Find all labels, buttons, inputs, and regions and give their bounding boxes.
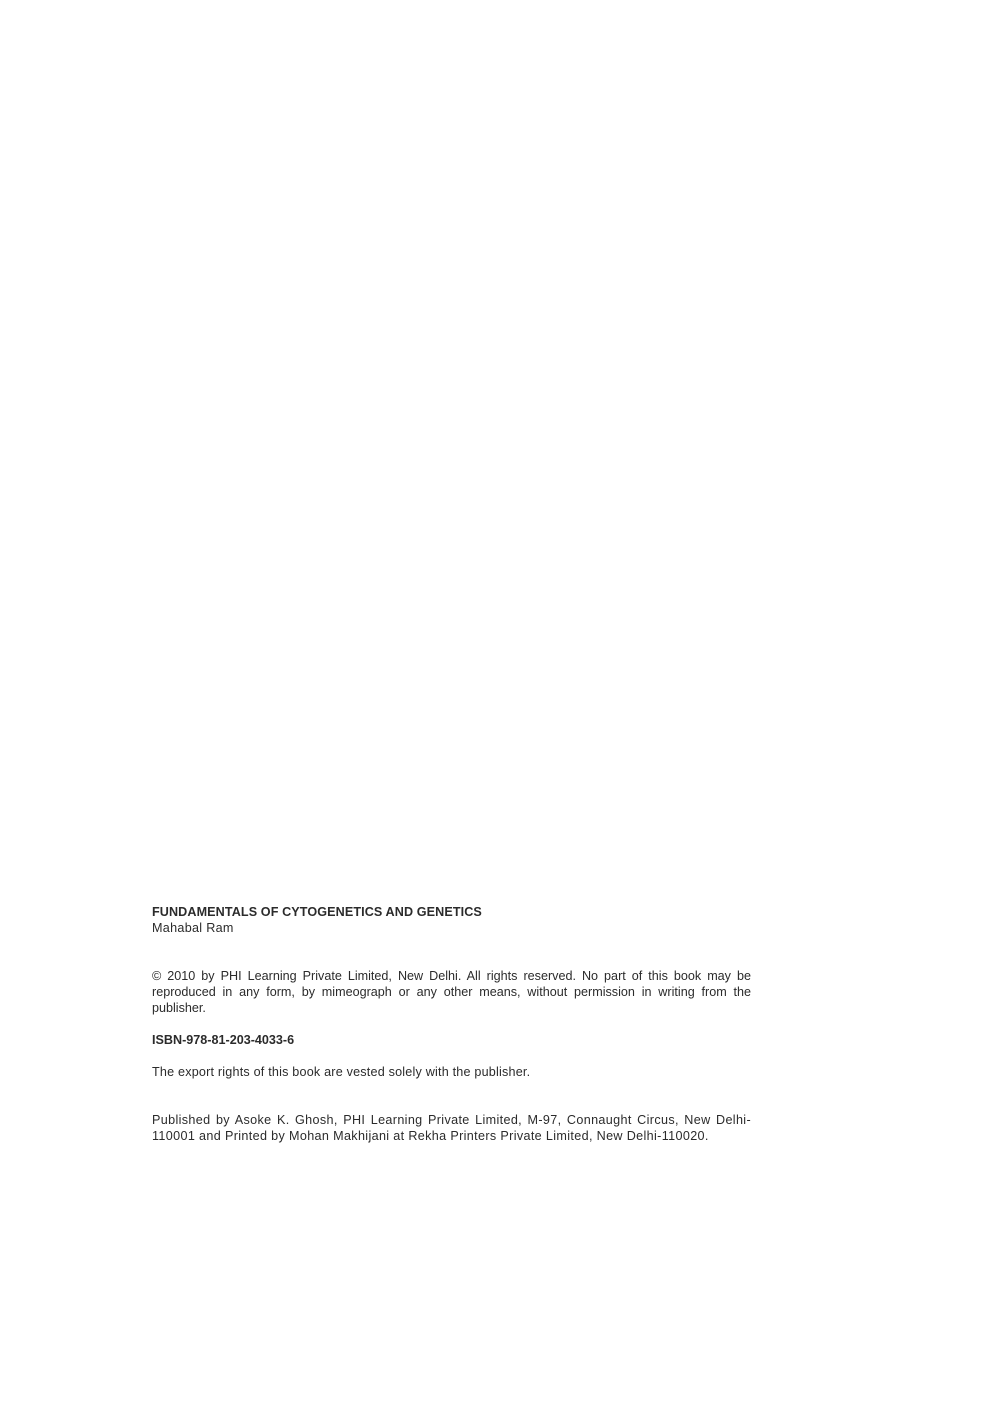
book-title: FUNDAMENTALS OF CYTOGENETICS AND GENETICS xyxy=(152,905,482,919)
copyright-notice: © 2010 by PHI Learning Private Limited, New Delhi. All rights reserved. No part of this book may be reproduced in any form, by mimeograph or any other means, without permission in writing from the publisher. xyxy=(152,969,751,1015)
book-author: Mahabal Ram xyxy=(152,921,234,935)
publisher-info: Published by Asoke K. Ghosh, PHI Learning Private Limited, M-97, Connaught Circus, New Delhi-110001 and Printed by Mohan Makhijani at Rekha Printers Private Limited, New Delhi-110020. xyxy=(152,1113,751,1143)
imprint-block xyxy=(152,904,751,1144)
isbn: ISBN-978-81-203-4033-6 xyxy=(152,1033,295,1047)
export-rights-notice: The export rights of this book are vested solely with the publisher. xyxy=(152,1065,531,1079)
